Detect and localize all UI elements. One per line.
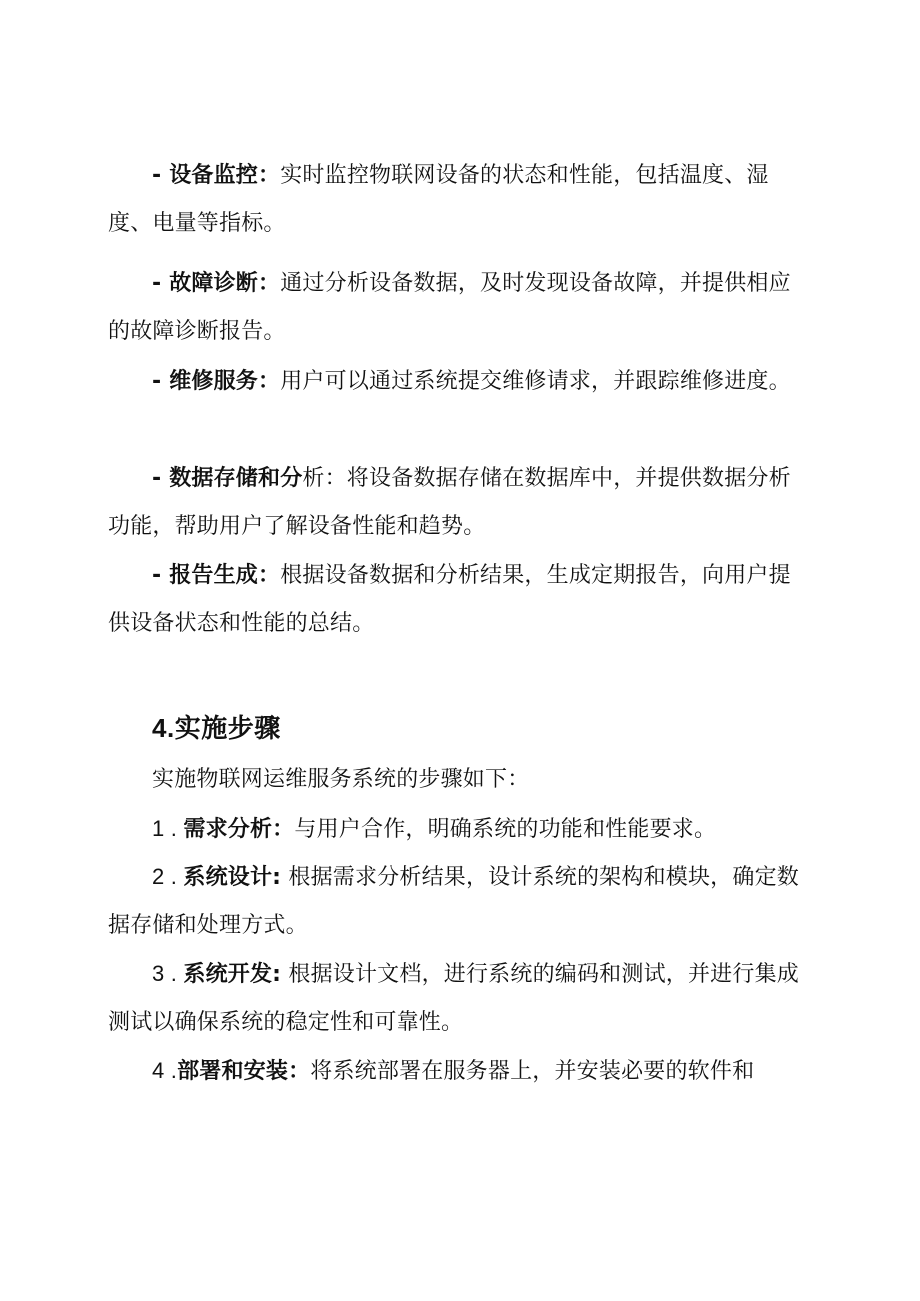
- step-system-design: [108, 853, 808, 950]
- feature-term: 维修服务：: [169, 369, 281, 394]
- feature-text: 实时监控物联网设备的状态和性能，包括温度、湿度、电量等指标。: [108, 163, 769, 236]
- step-term: 部署和安装：: [177, 1059, 311, 1084]
- section-heading: [152, 706, 281, 751]
- step-text: 根据设计文档，进行系统的编码和测试，并进行集成测试以确保系统的稳定性和可靠性。: [108, 962, 799, 1035]
- feature-prefix: -: [152, 271, 170, 296]
- feature-report-generation: [108, 552, 808, 648]
- step-text: 根据需求分析结果，设计系统的架构和模块，确定数据存储和处理方式。: [108, 865, 799, 938]
- feature-text: 根据设备数据和分析结果，生成定期报告，向用户提供设备状态和性能的总结。: [108, 563, 791, 636]
- feature-prefix: -: [152, 466, 170, 491]
- section-title: 实施步骤: [174, 714, 281, 744]
- step-number: 3 .: [152, 961, 184, 986]
- feature-prefix: -: [152, 163, 170, 188]
- feature-maintenance-service: [108, 358, 808, 406]
- step-system-development: [108, 950, 808, 1047]
- step-requirements-analysis: [108, 805, 808, 854]
- section-intro: 实施物联网运维服务系统的步骤如下：: [152, 767, 530, 792]
- step-term: 需求分析：: [183, 817, 295, 842]
- feature-prefix: -: [152, 563, 170, 588]
- feature-fault-diagnosis: [108, 260, 808, 356]
- feature-term: 数据存储和分: [169, 466, 303, 491]
- feature-term: 报告生成：: [169, 563, 281, 588]
- step-deployment-installation: [108, 1047, 808, 1096]
- feature-data-storage-analysis: [108, 455, 808, 551]
- feature-text: 通过分析设备数据，及时发现设备故障，并提供相应的故障诊断报告。: [108, 271, 791, 344]
- step-number: 1 .: [152, 816, 184, 841]
- feature-term: 设备监控：: [169, 163, 281, 188]
- step-term: 系统开发:: [183, 962, 282, 987]
- step-number: 2 .: [152, 864, 184, 889]
- step-text: 将系统部署在服务器上，并安装必要的软件和: [310, 1059, 755, 1084]
- feature-text: 用户可以通过系统提交维修请求，并跟踪维修进度。: [280, 369, 791, 394]
- section-number: 4.: [152, 713, 175, 743]
- feature-term: 故障诊断：: [169, 271, 281, 296]
- step-term: 系统设计:: [183, 865, 282, 890]
- feature-device-monitoring: [108, 152, 808, 248]
- feature-prefix: -: [152, 369, 170, 394]
- step-text: 与用户合作，明确系统的功能和性能要求。: [294, 817, 717, 842]
- feature-text: 析：将设备数据存储在数据库中，并提供数据分析功能，帮助用户了解设备性能和趋势。: [108, 466, 791, 539]
- step-number: 4 .: [152, 1058, 178, 1083]
